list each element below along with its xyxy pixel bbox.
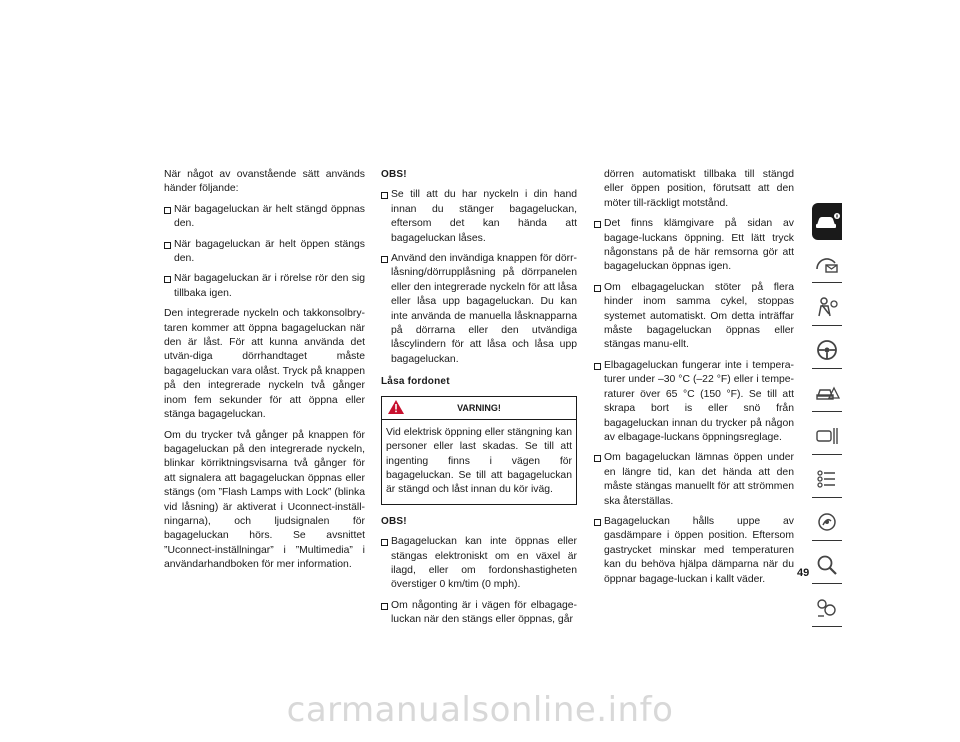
- double-press-paragraph: Om du trycker två gånger på knappen för bagageluckan på den integrerade nyckeln, blinkar körriktningsvisarna två gånger för att signalera att bagageluckan öppnas eller stängs (om ”Flash Lamps with Lock” (blinka vid låsning) är aktiverat i Uconnect-inställ-ningarna), och ljudsignalen för bagageluckan hörs. Se avsnittet ”Uconnect-inställningar” i ”Multimedia” i användarhandboken för mer information.: [164, 429, 365, 571]
- list-item: Om någonting är i vägen för elbagage-luckan när den stängs eller öppnas, går: [381, 599, 577, 628]
- list-item: Elbagageluckan fungerar inte i tempera-turer under –30 °C (–22 °F) eller i tempe-raturer över 65 °C (150 °F). Se till att skrapa bort is eller snö från bagageluckan innan du trycker på någon av elbagage-luckans öppningsreglage.: [594, 359, 794, 445]
- checkbox-bullet-icon: [381, 603, 388, 610]
- checkbox-bullet-icon: [164, 242, 171, 249]
- car-info-icon: [814, 212, 840, 232]
- list-item: När bagageluckan är helt öppen stängs den.: [164, 238, 365, 267]
- tab-driving[interactable]: [812, 331, 842, 369]
- column-left: [164, 168, 365, 579]
- obs-heading: OBS!: [381, 515, 407, 527]
- checkbox-bullet-icon: [594, 221, 601, 228]
- specifications-list-icon: [815, 467, 839, 491]
- checkbox-bullet-icon: [164, 276, 171, 283]
- tab-vehicle-info[interactable]: [812, 203, 842, 240]
- tab-multimedia[interactable]: [812, 503, 842, 541]
- warning-header: [382, 397, 576, 420]
- dashboard-message-icon: [814, 253, 840, 275]
- list-item: Se till att du har nyckeln i din hand innan du stänger bagageluckan, eftersom det kan hända att bagageluckan låses.: [381, 188, 577, 246]
- page-number: 49: [797, 567, 810, 579]
- list-item: Om bagageluckan lämnas öppen under en längre tid, kan det hända att den måste stängas manuellt för att strömmen ska återställas.: [594, 451, 794, 509]
- tab-safety[interactable]: [812, 288, 842, 326]
- warning-text: Vid elektrisk öppning eller stängning kan personer eller last skadas. Se till att ingenting finns i vägen för bagageluckan. Se till att bagageluckan är stängd och låst innan du kör iväg.: [386, 426, 572, 496]
- tab-dashboard[interactable]: [812, 245, 842, 283]
- chapter-tabs: [812, 203, 842, 632]
- tab-language[interactable]: [812, 589, 842, 627]
- checkbox-bullet-icon: [381, 539, 388, 546]
- language-icon: [814, 596, 840, 620]
- checkbox-bullet-icon: [594, 363, 601, 370]
- list-item: När bagageluckan är i rörelse rör den sig tillbaka igen.: [164, 272, 365, 301]
- checkbox-bullet-icon: [381, 192, 388, 199]
- checkbox-bullet-icon: [164, 207, 171, 214]
- intro-paragraph: När något av ovanstående sätt används händer följande:: [164, 169, 365, 195]
- seatbelt-safety-icon: [814, 296, 840, 318]
- car-service-tools-icon: [814, 425, 840, 447]
- continuation-paragraph: dörren automatiskt tillbaka till stängd eller öppen position, förutsatt att den möter till-räckligt motstånd.: [604, 169, 794, 209]
- list-item: Bagageluckan hålls uppe av gasdämpare i öppen position. Eftersom gastrycket minskar med temperaturen kan du behöva hjälpa dämparna när du öppnar bagage-luckan i kallt väder.: [594, 515, 794, 587]
- list-item: Det finns klämgivare på sidan av bagage-luckans öppning. Ett lätt tryck någonstans på de här remsorna gör att bagageluckan öppnas igen.: [594, 217, 794, 275]
- warning-triangle-car-icon: [814, 382, 840, 404]
- list-item: När bagageluckan är helt stängd öppnas den.: [164, 203, 365, 232]
- section-heading-lock-vehicle: Låsa fordonet: [381, 376, 450, 388]
- checkbox-bullet-icon: [594, 455, 601, 462]
- checkbox-bullet-icon: [594, 519, 601, 526]
- list-item: Om elbagageluckan stöter på flera hinder inom samma cykel, stoppas systemet automatiskt. Om detta inträffar måste bagageluckan öppnas eller stängas manu-ellt.: [594, 281, 794, 353]
- obs-heading: OBS!: [381, 169, 407, 180]
- tab-specifications[interactable]: [812, 460, 842, 498]
- checkbox-bullet-icon: [381, 256, 388, 263]
- steering-wheel-icon: [815, 338, 839, 362]
- list-item: Bagageluckan kan inte öppnas eller stängas elektroniskt om en växel är ilagd, eller om fordonshastigheten överstiger 0 km/tim (0 mph).: [381, 535, 577, 593]
- watermark: carmanualsonline.info: [286, 690, 674, 730]
- warning-title: VARNING!: [457, 402, 501, 413]
- tab-emergency[interactable]: [812, 374, 842, 412]
- magnifier-index-icon: [815, 553, 839, 577]
- column-right: [594, 168, 794, 593]
- column-middle: [381, 168, 577, 634]
- key-fob-paragraph: Den integrerade nyckeln och takkonsolbry-taren kommer att öppna bagageluckan när den är låst. För att kunna använda det utvän-diga dörrhandtaget måste bagageluckan vara olåst. Tryck på knappen på den integrerade nyckeln två gånger inom fem sekunder för att öppna eller stänga bagageluckan.: [164, 308, 365, 421]
- multimedia-icon: [815, 510, 839, 534]
- list-item: Använd den invändiga knappen för dörr-låsning/dörrupplåsning på dörrpanelen eller den integrerade nyckeln för att låsa eller låsa upp bagageluckan. Du kan inte använda de manuella låsknapparna på dörrarna eller den utvändiga låscylindern för att låsa och låsa upp bagageluckan.: [381, 252, 577, 367]
- warning-triangle-icon: [388, 400, 404, 414]
- warning-box: [381, 396, 577, 505]
- checkbox-bullet-icon: [594, 285, 601, 292]
- tab-index[interactable]: [812, 546, 842, 584]
- tab-service[interactable]: [812, 417, 842, 455]
